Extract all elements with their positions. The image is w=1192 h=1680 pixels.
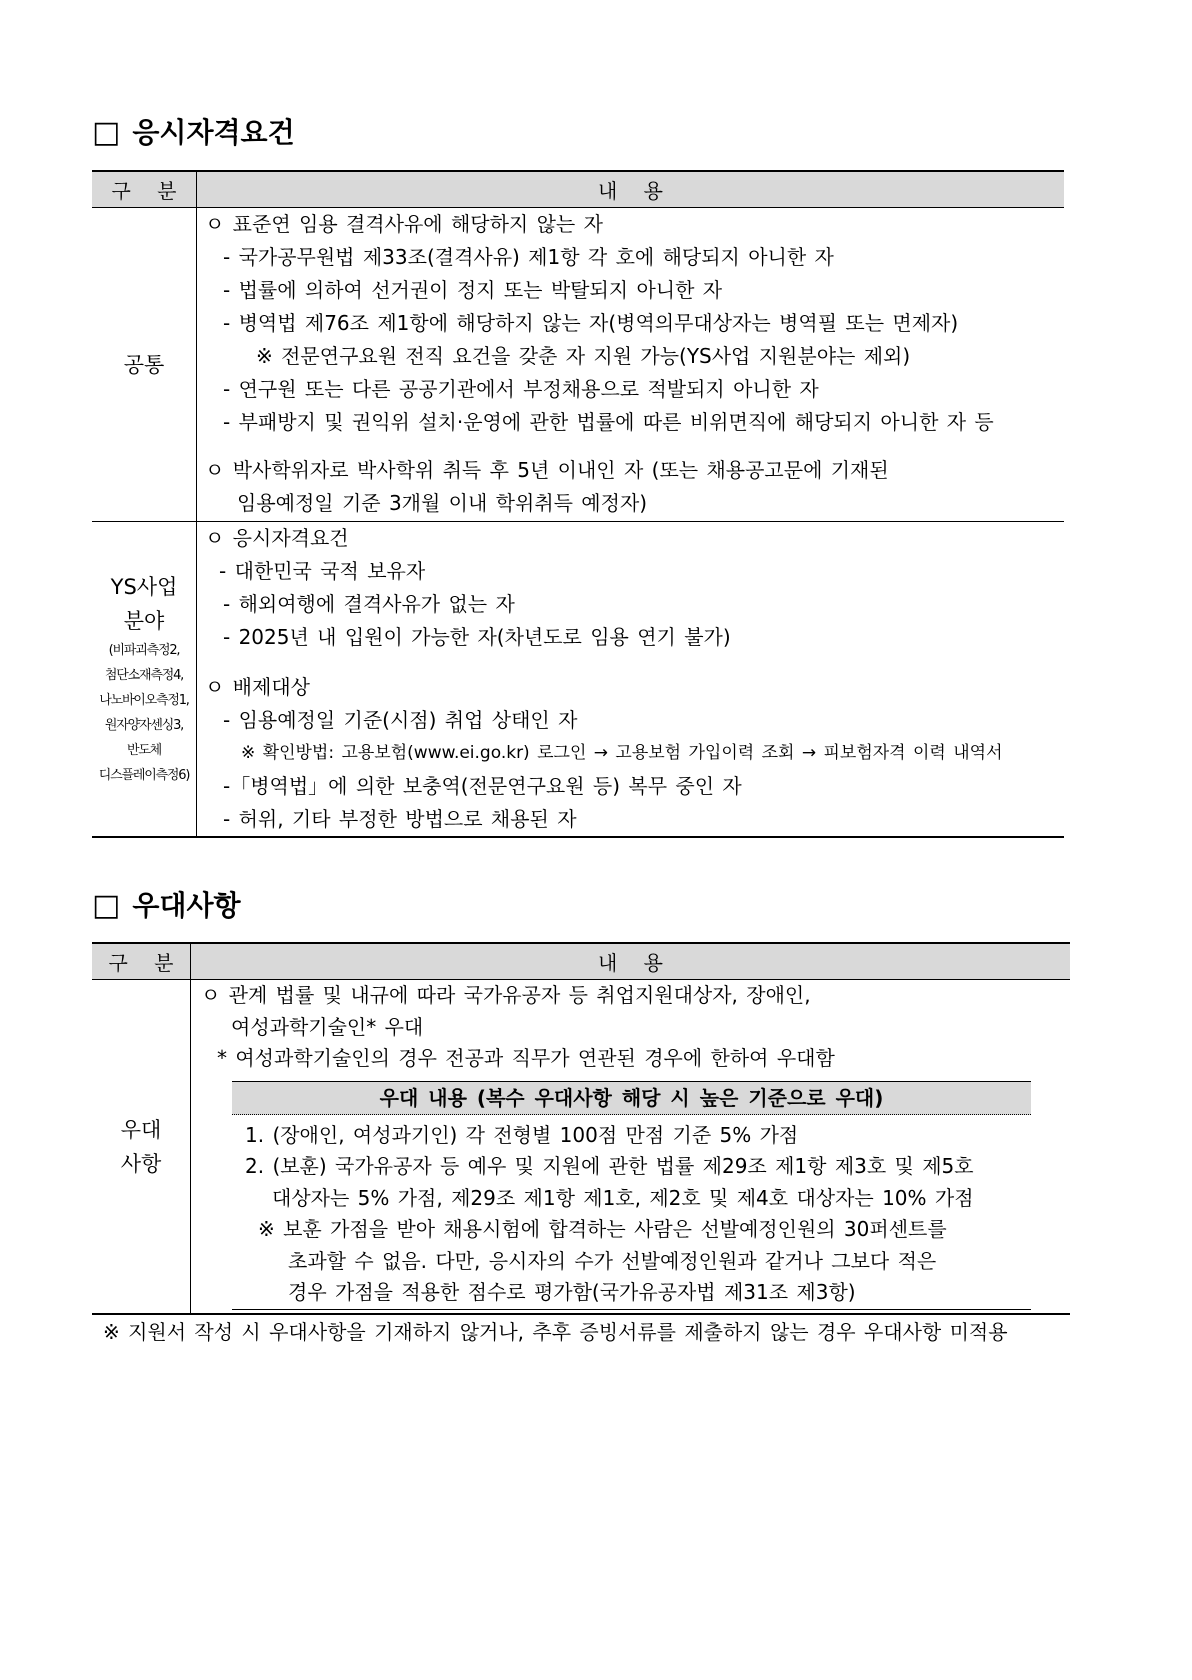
requirement-item: ㅇ 응시자격요건 <box>205 526 349 550</box>
row-label-preference <box>92 980 191 1313</box>
row-label-common <box>92 208 197 521</box>
requirement-subitem: - 부패방지 및 권익위 설치·운영에 관한 법률에 따른 비위면직에 해당되지 아니한 자 등 <box>223 410 994 434</box>
preference-detail-list <box>232 1115 1031 1309</box>
exclusion-subitem: - 허위, 기타 부정한 방법으로 채용된 자 <box>223 807 577 831</box>
table-row-ys <box>92 521 1064 836</box>
row-label-detail: 첨단소재측정4, <box>104 668 184 683</box>
requirement-subitem: - 국가공무원법 제33조(결격사유) 제1항 각 호에 해당되지 아니한 자 <box>223 245 834 269</box>
footnote: ※ 지원서 작성 시 우대사항을 기재하지 않거나, 추후 증빙서류를 제출하지 않는 경우 우대사항 미적용 <box>103 1320 1008 1344</box>
row-label-detail: 나노바이오측정1, <box>99 693 189 708</box>
requirement-item: ㅇ 표준연 임용 결격사유에 해당하지 않는 자 <box>205 212 603 236</box>
requirement-subitem: - 해외여행에 결격사유가 없는 자 <box>223 592 515 616</box>
row-label-text: 우대 <box>120 1117 162 1142</box>
exclusion-subitem: -「병역법」에 의한 보충역(전문연구요원 등) 복무 중인 자 <box>223 774 742 798</box>
table-header-row <box>92 944 1070 980</box>
requirement-subitem: - 병역법 제76조 제1항에 해당하지 않는 자(병역의무대상자는 병역필 또는 면제자) <box>223 311 959 335</box>
row-label-text: 사항 <box>120 1151 162 1176</box>
row-label-detail: 원자양자센싱3, <box>104 718 184 733</box>
row-label-text: 공통 <box>123 352 165 377</box>
exclusion-item: ㅇ 배제대상 <box>205 675 310 699</box>
preference-detail-note: 경우 가점을 적용한 점수로 평가함(국가유공자법 제31조 제3항) <box>288 1280 856 1304</box>
section-heading-preference <box>92 888 241 924</box>
preference-detail-line: 1. (장애인, 여성과기인) 각 전형별 100점 만점 기준 5% 가점 <box>245 1122 799 1147</box>
exclusion-note: ※ 확인방법: 고용보험(www.ei.go.kr) 로그인 → 고용보험 가입이력 조회 → 피보험자격 이력 내역서 <box>241 743 1003 763</box>
section-heading-eligibility <box>92 115 295 151</box>
row-label-detail: (비파괴측정2, <box>108 643 180 658</box>
preference-item-continuation: 여성과학기술인* 우대 <box>231 1014 424 1039</box>
preference-note: * 여성과학기술인의 경우 전공과 직무가 연관된 경우에 한하여 우대함 <box>217 1046 835 1070</box>
row-label-text: YS사업 <box>110 575 178 599</box>
preference-table <box>92 942 1070 1315</box>
preference-item: ㅇ 관계 법률 및 내규에 따라 국가유공자 등 취업지원대상자, 장애인, <box>201 983 811 1007</box>
header-category: 구 분 <box>92 172 197 207</box>
row-content-preference <box>191 980 1070 1313</box>
header-category: 구 분 <box>92 944 191 979</box>
preference-detail-note: ※ 보훈 가점을 받아 채용시험에 합격하는 사람은 선발예정인원의 30퍼센트를 <box>258 1217 947 1241</box>
requirement-subitem: - 법률에 의하여 선거권이 정지 또는 박탈되지 아니한 자 <box>223 278 723 302</box>
section-heading-text: 우대사항 <box>132 889 241 922</box>
requirement-subitem: - 2025년 내 입원이 가능한 자(차년도로 임용 연기 불가) <box>223 625 731 649</box>
section-heading-text: 응시자격요건 <box>132 116 295 149</box>
table-row-preference <box>92 980 1070 1313</box>
requirement-note: ※ 전문연구요원 전직 요건을 갖춘 자 지원 가능(YS사업 지원분야는 제외) <box>256 344 911 368</box>
table-header-row <box>92 172 1064 208</box>
eligibility-table <box>92 170 1064 838</box>
row-content-ys <box>197 522 1064 836</box>
exclusion-subitem: - 임용예정일 기준(시점) 취업 상태인 자 <box>223 708 578 732</box>
requirement-item-continuation: 임용예정일 기준 3개월 이내 학위취득 예정자) <box>237 491 648 515</box>
square-bullet-icon: □ <box>92 888 121 923</box>
requirement-subitem: - 연구원 또는 다른 공공기관에서 부정채용으로 적발되지 아니한 자 <box>223 377 819 401</box>
header-content: 내 용 <box>598 951 673 975</box>
preference-detail-note: 초과할 수 없음. 다만, 응시자의 수가 선발예정인원과 같거나 그보다 적은 <box>288 1248 937 1273</box>
requirement-item: ㅇ 박사학위자로 박사학위 취득 후 5년 이내인 자 (또는 채용공고문에 기재된 <box>205 458 889 482</box>
preference-detail-title: 우대 내용 (복수 우대사항 해당 시 높은 기준으로 우대) <box>232 1081 1031 1115</box>
square-bullet-icon: □ <box>92 115 121 150</box>
row-label-detail: 디스플레이측정6) <box>98 768 190 783</box>
preference-detail-line: 대상자는 5% 가점, 제29조 제1항 제1호, 제2호 및 제4호 대상자는 10% 가점 <box>272 1185 974 1210</box>
header-content: 내 용 <box>598 179 673 203</box>
row-content-common <box>197 208 1064 521</box>
row-label-detail: 반도체 <box>126 743 162 758</box>
requirement-subitem: - 대한민국 국적 보유자 <box>219 559 426 583</box>
preference-detail-line: 2. (보훈) 국가유공자 등 예우 및 지원에 관한 법률 제29조 제1항 제3호 및 제5호 <box>245 1154 974 1178</box>
row-label-ys <box>92 522 197 836</box>
row-label-text: 분야 <box>123 609 165 633</box>
preference-detail-box <box>232 1081 1031 1310</box>
table-row-common <box>92 208 1064 521</box>
